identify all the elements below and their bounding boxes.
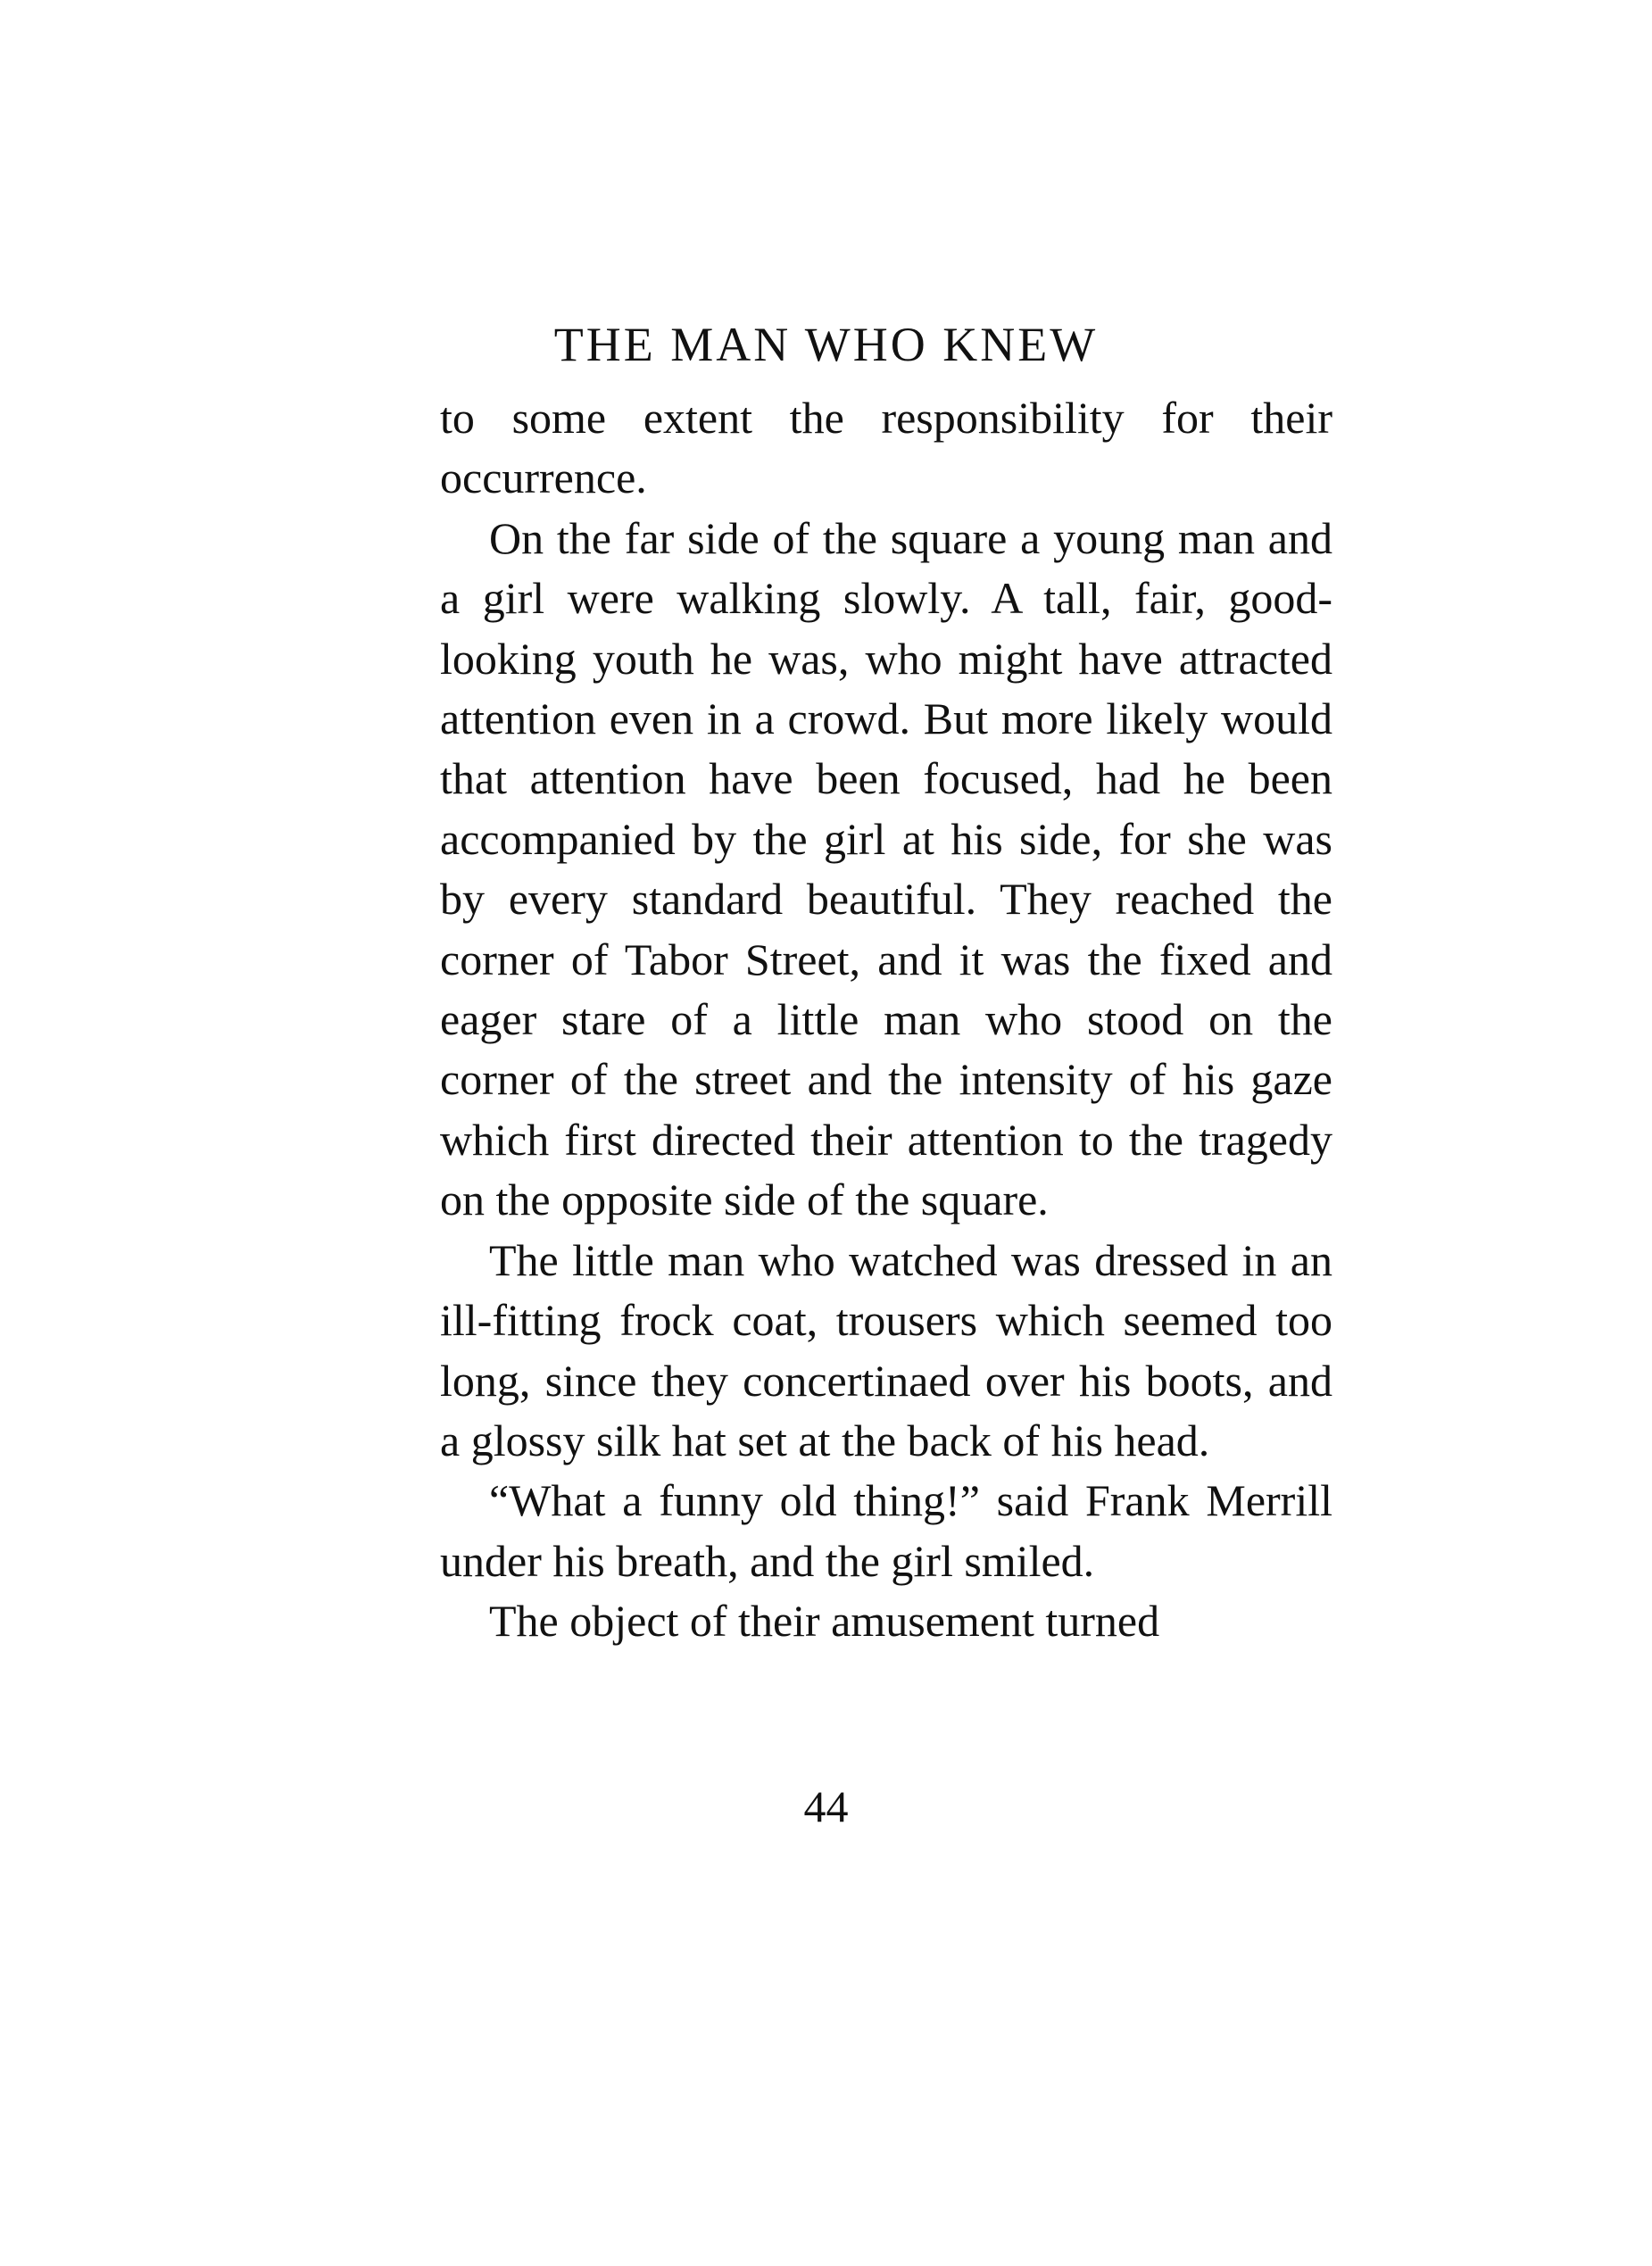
paragraph: The object of their amusement turned <box>489 1596 1160 1647</box>
paragraph: The little man who watched was dressed in an ill-fitting frock coat, trousers which seemed too long, since they concertinaed over his boots, and a glossy silk hat set at the back of his head. <box>440 1234 1332 1465</box>
page-number: 44 <box>803 1781 849 1831</box>
body-text <box>440 388 1332 1652</box>
paragraph: On the far side of the square a young man and a girl were walking slowly. A tall, fair, good-looking youth he was, who might have attracted attention even in a crowd. But more likely would that attention have been focused, had he been accompanied by the girl at his side, for she was by every standard beautiful. They reached the corner of Tabor Street, and it was the fixed and eager stare of a little man who stood on the corner of the street and the intensity of his gaze which first directed their attention to the tragedy on the opposite side of the square. <box>440 512 1332 1225</box>
running-title: THE MAN WHO KNEW <box>553 318 1099 371</box>
paragraph-continued: to some extent the responsibility for their occurrence. <box>440 393 1332 503</box>
paragraph-dialogue: “What a funny old thing!” said Frank Merrill under his breath, and the girl smiled. <box>440 1475 1332 1586</box>
